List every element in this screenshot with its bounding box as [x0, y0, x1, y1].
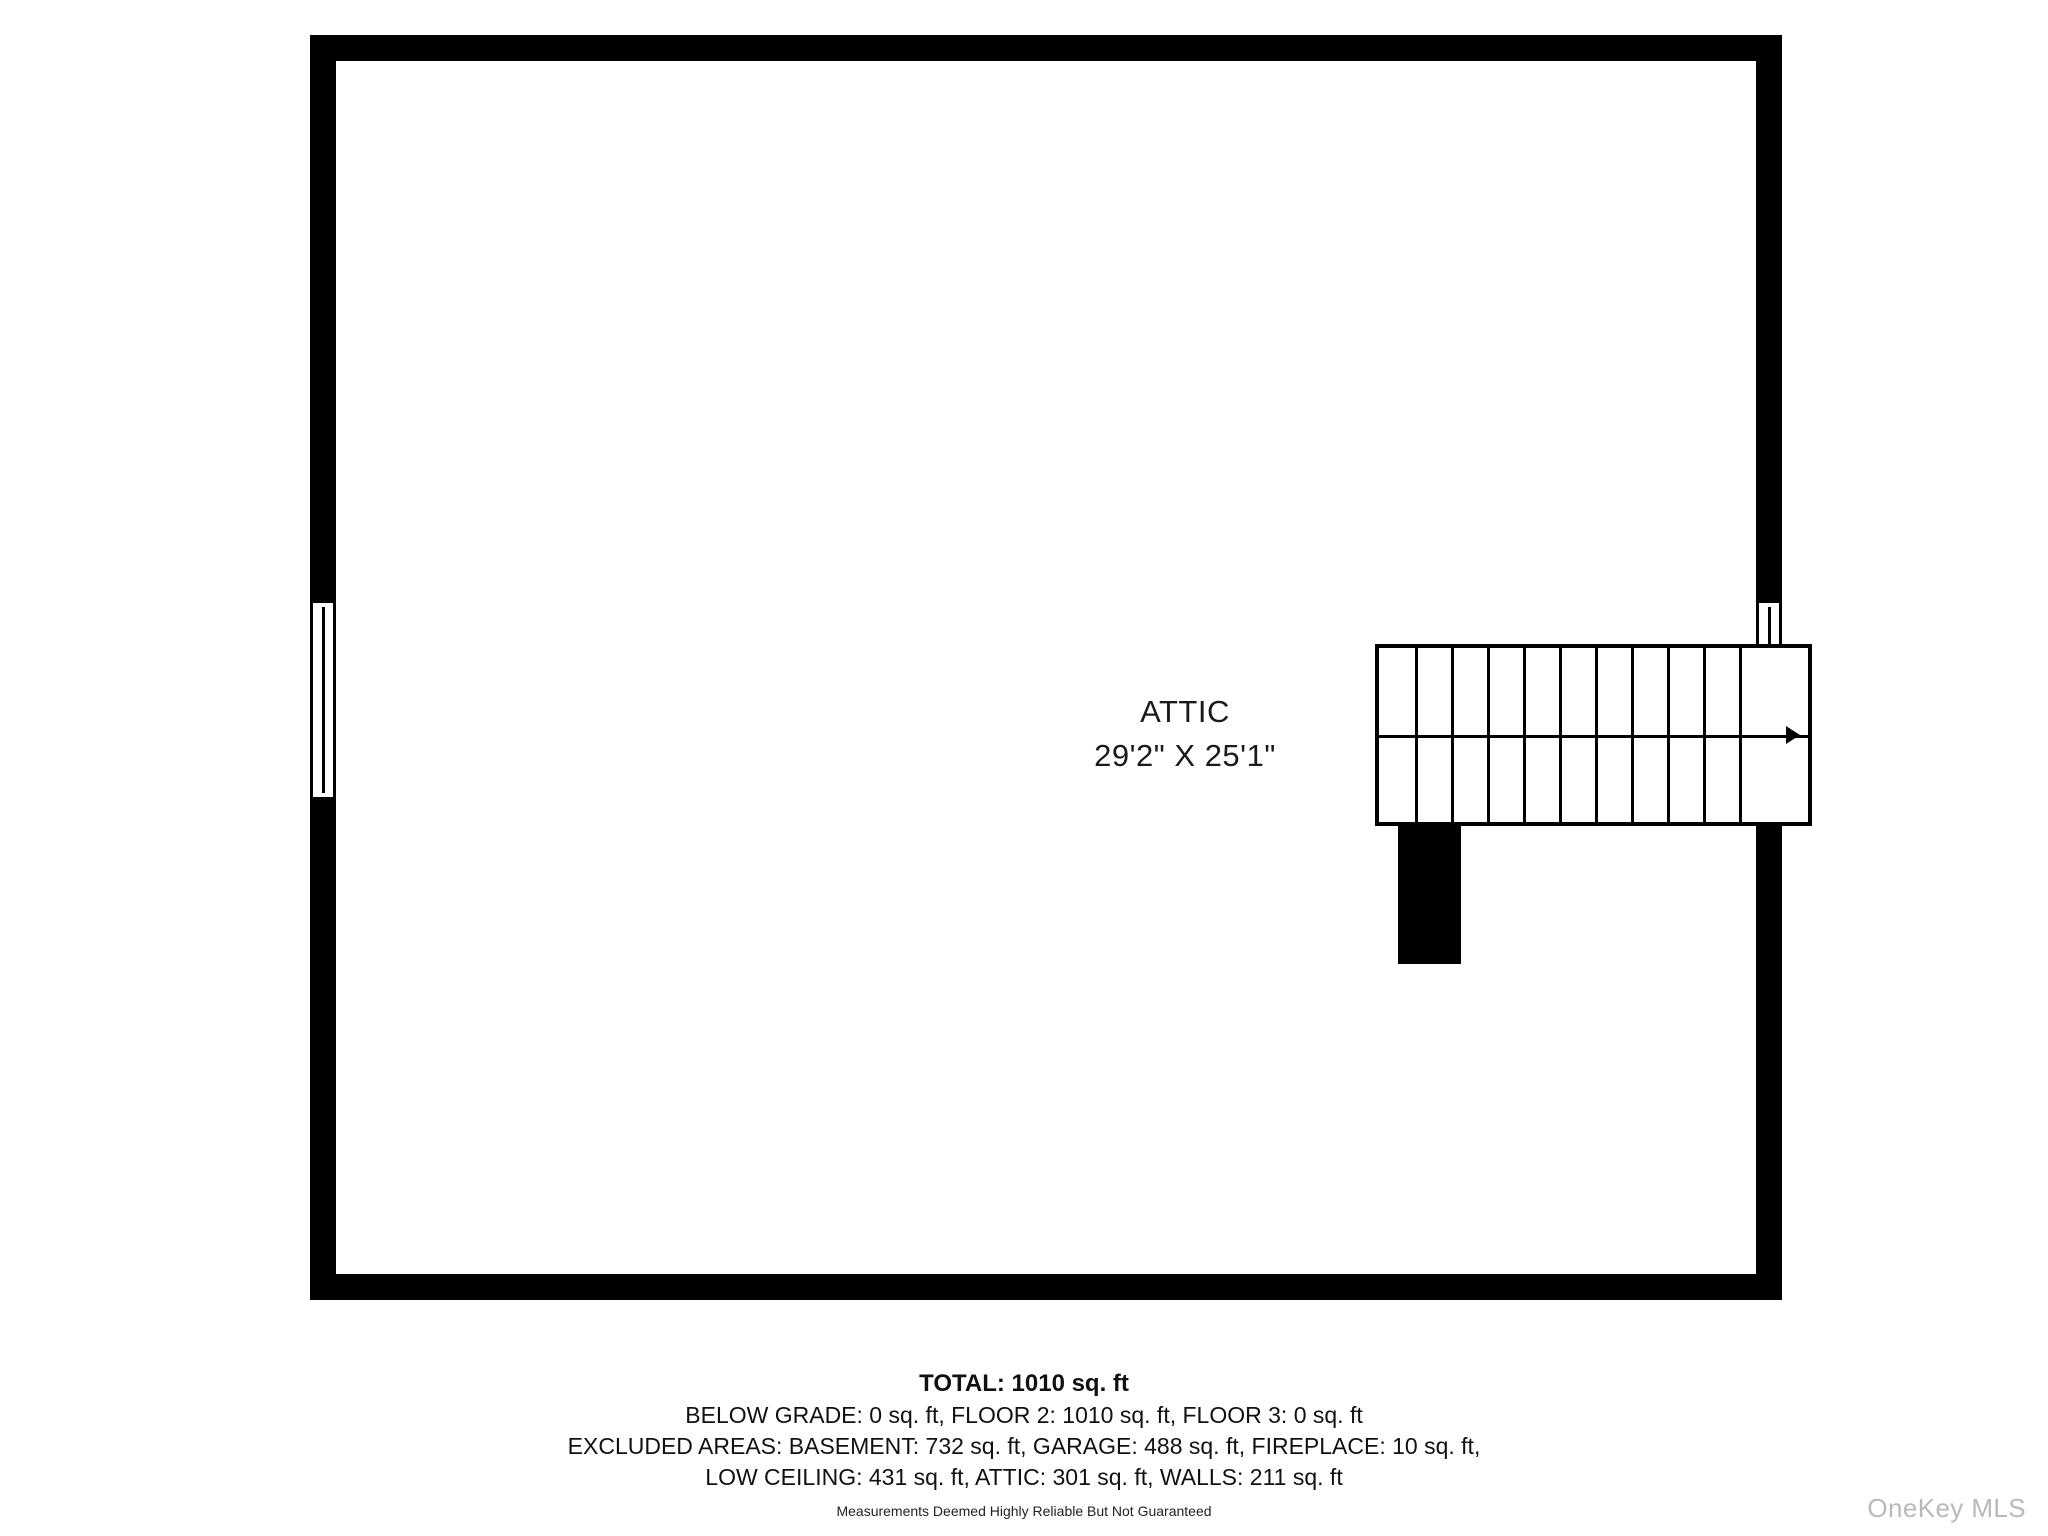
stair-tread	[1595, 648, 1598, 822]
floor-plan	[310, 35, 1782, 1300]
area-summary	[0, 1368, 2048, 1519]
total-area: TOTAL: 1010 sq. ft	[919, 1370, 1129, 1397]
stair-tread	[1523, 648, 1526, 822]
stair-tread	[1415, 648, 1418, 822]
floor-breakdown: BELOW GRADE: 0 sq. ft, FLOOR 2: 1010 sq. ft, FLOOR 3: 0 sq. ft	[685, 1402, 1363, 1428]
stair-tread	[1667, 648, 1670, 822]
excluded-areas-line-2: LOW CEILING: 431 sq. ft, ATTIC: 301 sq. ft, WALLS: 211 sq. ft	[705, 1464, 1343, 1490]
stair-tread	[1451, 648, 1454, 822]
stair-tread	[1559, 648, 1562, 822]
window-left-wall	[310, 600, 336, 800]
stair-partition-wall	[1398, 824, 1461, 964]
stair-tread	[1739, 648, 1742, 822]
stair-tread	[1487, 648, 1490, 822]
excluded-areas-line-1: EXCLUDED AREAS: BASEMENT: 732 sq. ft, GARAGE: 488 sq. ft, FIREPLACE: 10 sq. ft,	[567, 1433, 1481, 1459]
room-dimensions: 29'2" X 25'1"	[1094, 738, 1276, 773]
onekey-mls-watermark: OneKey MLS	[1867, 1493, 2026, 1523]
stair-tread	[1631, 648, 1634, 822]
room-name: ATTIC	[1140, 694, 1230, 729]
stair-direction-arrow-icon	[1786, 726, 1800, 744]
room-label-attic	[985, 690, 1385, 778]
staircase	[1375, 644, 1812, 826]
stair-handrail	[1379, 735, 1808, 738]
measurement-disclaimer: Measurements Deemed Highly Reliable But Not Guaranteed	[836, 1503, 1212, 1519]
stair-tread	[1703, 648, 1706, 822]
